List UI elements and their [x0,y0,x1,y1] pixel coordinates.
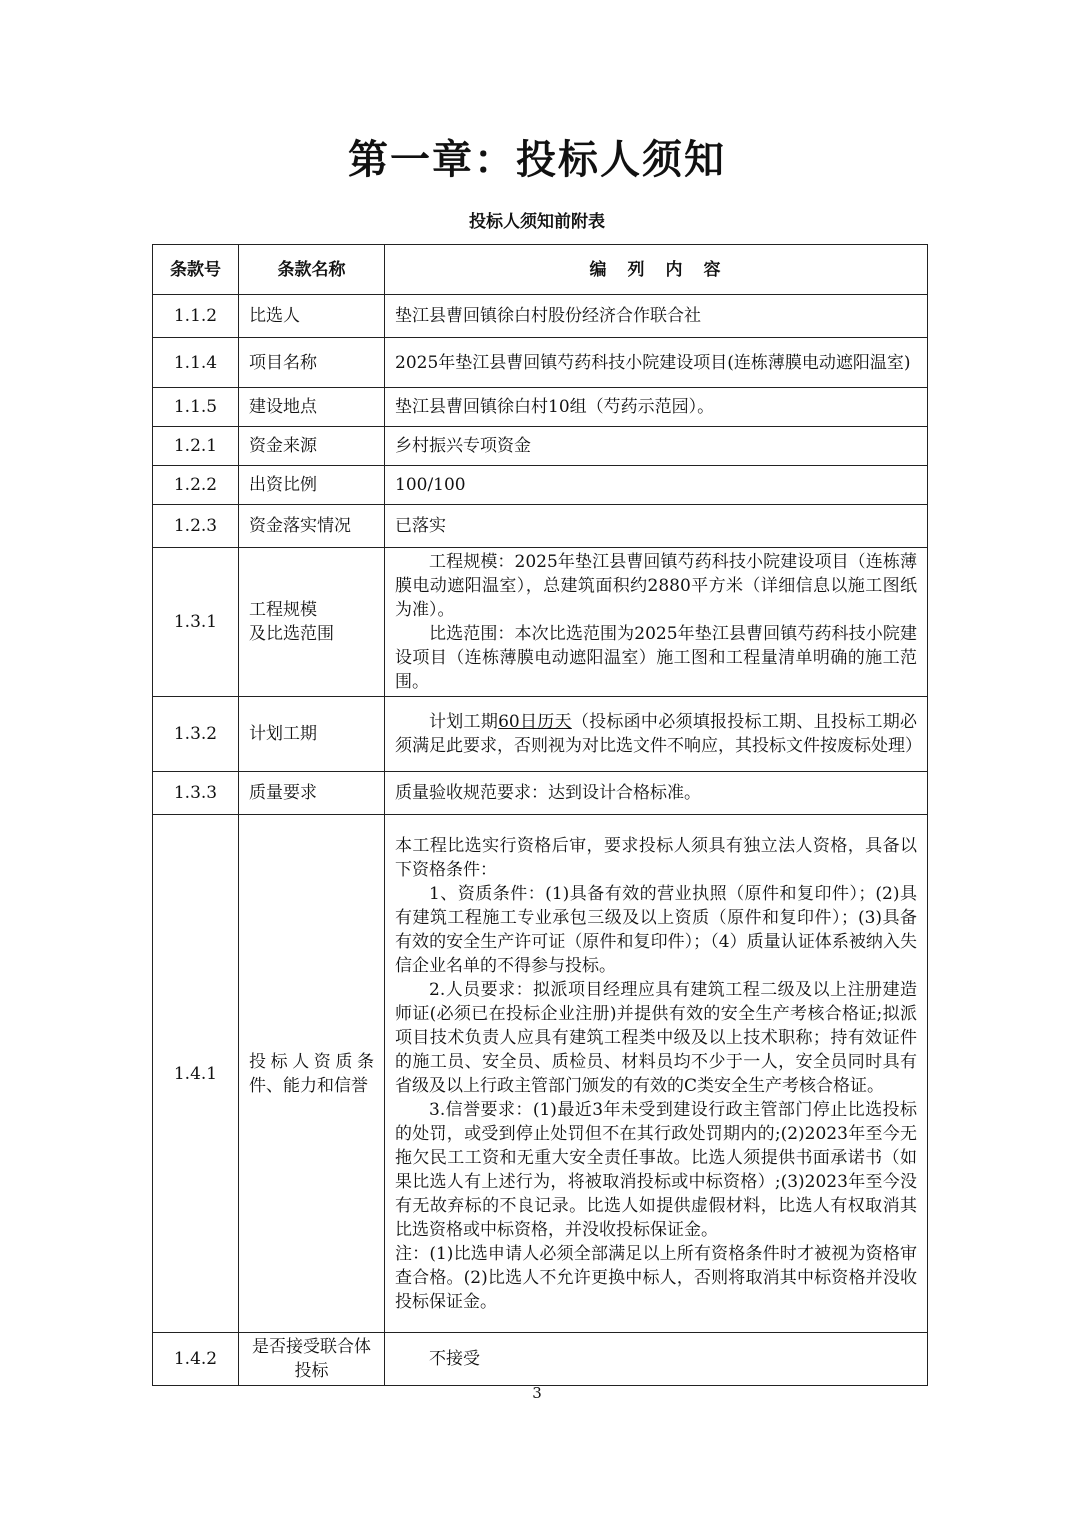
table-row [153,505,928,548]
clause-name: 项目名称 [239,338,385,388]
table-row [153,388,928,427]
clause-content [385,815,928,1333]
table-row [153,295,928,338]
clause-name: 投标人资质条件、能力和信誉 [239,815,385,1333]
content-text: 计划工期 [429,712,499,732]
clause-no: 1.4.1 [153,815,239,1333]
page-title: 第一章：投标人须知 [348,136,726,183]
table-row [153,815,928,1333]
content-paragraph: 2.人员要求：拟派项目经理应具有建筑工程二级及以上注册建造师证(必须已在投标企业注册)并提供有效的安全生产考核合格证;拟派项目技术负责人应具有建筑工程类中级及以上技术职称；持有效证件的施工员、安全员、质检员、材料员均不少于一人，安全员同时具有省级及以上行政主管部门颁发的有效的C类安全生产考核合格证。 [395,979,917,1096]
table-caption: 投标人须知前附表 [469,212,605,232]
header-clause-name: 条款名称 [239,245,385,295]
table-row [153,697,928,772]
clause-content [385,1333,928,1386]
content-paragraph: 3.信誉要求：(1)最近3年未受到建设行政主管部门停止比选投标的处罚，或受到停止处罚但不在其行政处罚期内的;(2)2023年至今无拖欠民工工资和无重大安全责任事故。比选人须提供书面承诺书（如果比选人有上述行为，将被取消投标或中标资格）;(3)2023年至今没有无故弃标的不良记录。比选人如提供虚假材料，比选人有权取消其比选资格或中标资格，并没收投标保证金。 [395,1099,917,1240]
table-row [153,1333,928,1386]
content-paragraph: 本工程比选实行资格后审，要求投标人须具有独立法人资格，具备以下资格条件： [395,835,917,880]
table-row [153,548,928,697]
instructions-table [152,244,928,1386]
clause-content: 质量验收规范要求：达到设计合格标准。 [385,772,928,815]
clause-no: 1.3.1 [153,548,239,697]
page-number: 3 [532,1384,542,1402]
content-text: （投标函中必须填报投标工期、且投标工期必须满足此要求，否则视为对比选文件不响应，其投标文件按废标处理） [395,712,922,756]
table-row [153,772,928,815]
header-content: 编 列 内 容 [385,245,928,295]
table-row [153,466,928,505]
clause-name: 比选人 [239,295,385,338]
clause-content [385,697,928,772]
clause-name: 质量要求 [239,772,385,815]
content-paragraph: 工程规模：2025年垫江县曹回镇芍药科技小院建设项目（连栋薄膜电动遮阳温室），总建筑面积约2880平方米（详细信息以施工图纸为准）。 [395,552,917,620]
clause-content: 垫江县曹回镇徐白村股份经济合作联合社 [385,295,928,338]
content-paragraph: 1、资质条件：(1)具备有效的营业执照（原件和复印件）；(2)具有建筑工程施工专业承包三级及以上资质（原件和复印件）；(3)具备有效的安全生产许可证（原件和复印件）；（4）质量认证体系被纳入失信企业名单的不得参与投标。 [395,883,917,976]
clause-name: 计划工期 [239,697,385,772]
clause-no: 1.4.2 [153,1333,239,1386]
clause-name: 资金落实情况 [239,505,385,548]
header-clause-no: 条款号 [153,245,239,295]
clause-content: 100/100 [385,466,928,505]
clause-content [385,548,928,697]
clause-no: 1.1.5 [153,388,239,427]
table-row [153,338,928,388]
clause-name: 出资比例 [239,466,385,505]
clause-no: 1.3.2 [153,697,239,772]
clause-no: 1.2.3 [153,505,239,548]
clause-content: 已落实 [385,505,928,548]
clause-no: 1.2.1 [153,427,239,466]
content-paragraph: 注：(1)比选申请人必须全部满足以上所有资格条件时才被视为资格审查合格。(2)比选人不允许更换中标人，否则将取消其中标资格并没收投标保证金。 [395,1243,917,1312]
table-header-row [153,245,928,295]
clause-content: 乡村振兴专项资金 [385,427,928,466]
clause-content: 垫江县曹回镇徐白村10组（芍药示范园）。 [385,388,928,427]
clause-no: 1.2.2 [153,466,239,505]
clause-no: 1.3.3 [153,772,239,815]
clause-no: 1.1.4 [153,338,239,388]
clause-name: 工程规模 及比选范围 [239,548,385,697]
clause-name: 建设地点 [239,388,385,427]
content-paragraph: 比选范围：本次比选范围为2025年垫江县曹回镇芍药科技小院建设项目（连栋薄膜电动遮阳温室）施工图和工程量清单明确的施工范围。 [395,624,917,692]
content-paragraph [395,710,922,758]
clause-name: 资金来源 [239,427,385,466]
table-row [153,427,928,466]
clause-name: 是否接受联合体投标 [239,1333,385,1386]
clause-content: 2025年垫江县曹回镇芍药科技小院建设项目(连栋薄膜电动遮阳温室) [385,338,928,388]
clause-no: 1.1.2 [153,295,239,338]
duration-underlined: 60日历天 [498,712,572,732]
content-paragraph: 不接受 [429,1349,480,1369]
